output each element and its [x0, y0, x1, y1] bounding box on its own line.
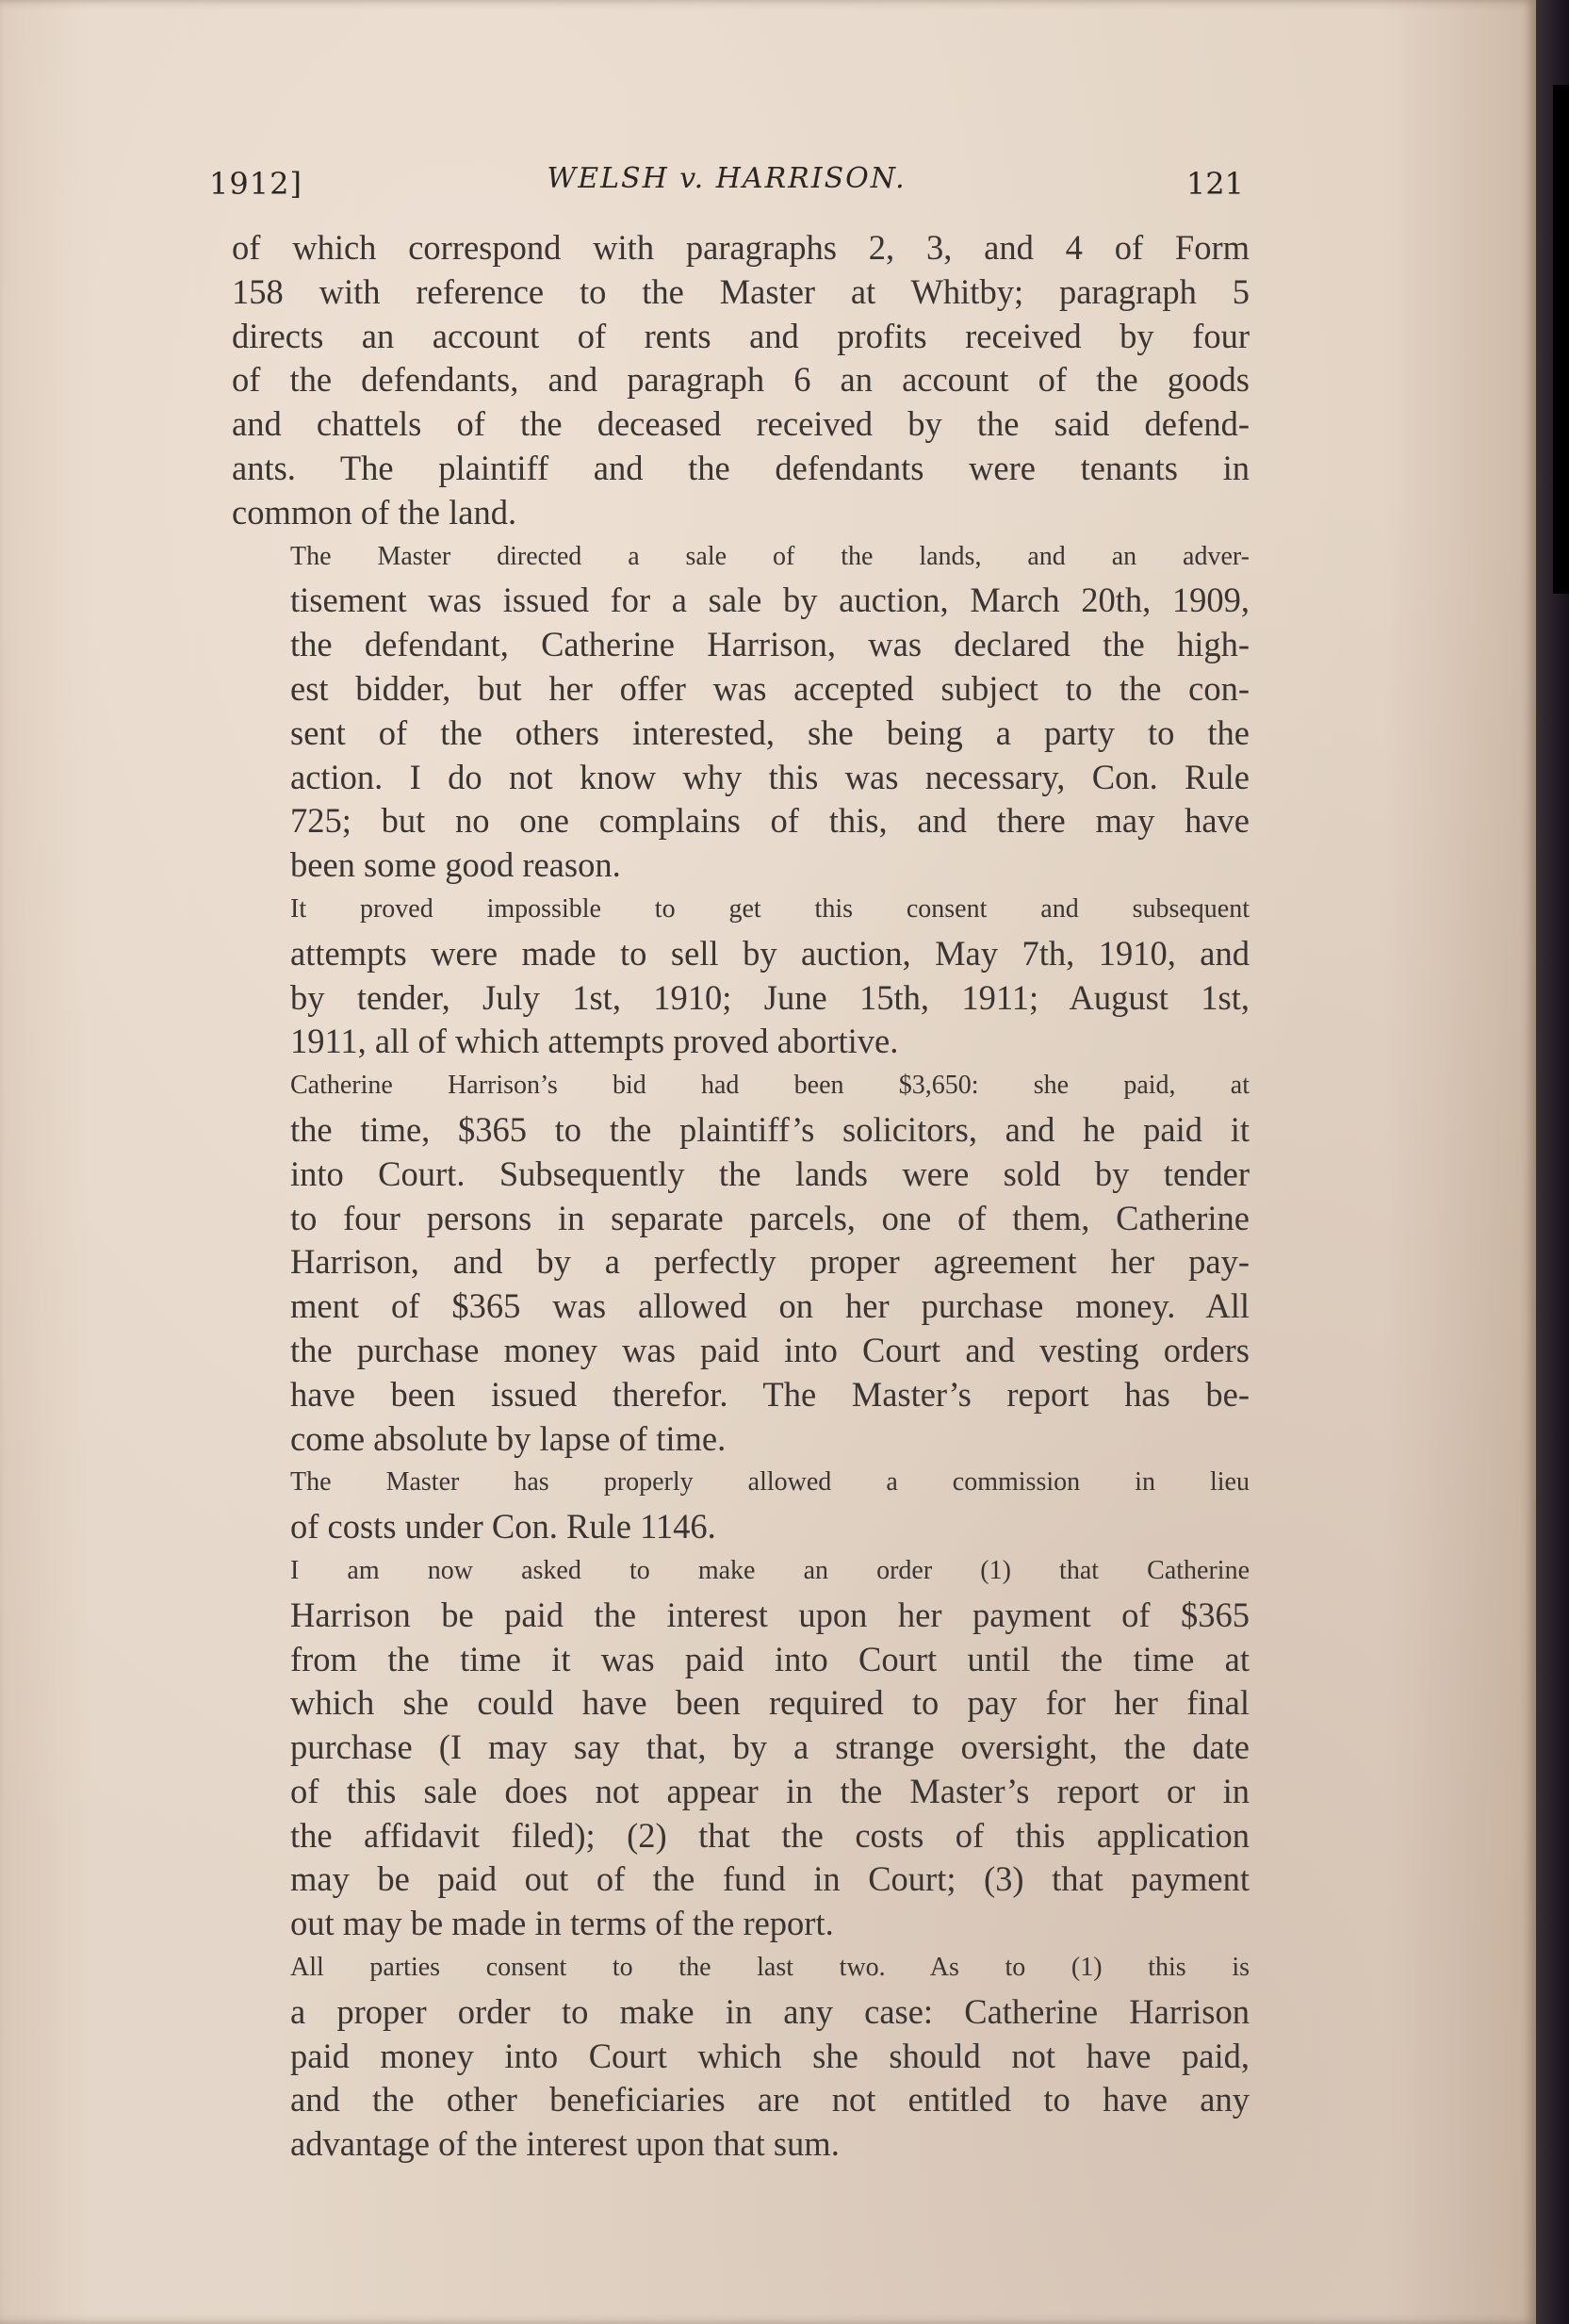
- text-line: from the time it was paid into Court until the time at: [290, 1639, 1250, 1678]
- text-line: and the other beneficiaries are not entitled to have any: [290, 2080, 1250, 2119]
- text-line: attempts were made to sell by auction, May 7th, 1910, and: [290, 933, 1250, 973]
- text-line: 158 with reference to the Master at Whitby; paragraph 5: [232, 271, 1250, 311]
- body-text: [232, 226, 1250, 2167]
- edge-shadow-band: [1553, 85, 1569, 594]
- running-header: [209, 160, 1244, 207]
- text-line: may be paid out of the fund in Court; (3) that payment: [290, 1859, 1250, 1899]
- text-line: ment of $365 was allowed on her purchase money. All: [290, 1286, 1250, 1326]
- text-line: of the defendants, and paragraph 6 an account of the goods: [232, 360, 1250, 400]
- text-line: I am now asked to make an order (1) that Catherine: [290, 1555, 1250, 1585]
- text-line: paid money into Court which she should not have paid,: [290, 2036, 1250, 2075]
- book-edge: [1536, 0, 1569, 2324]
- text-line: tisement was issued for a sale by auction, March 20th, 1909,: [290, 581, 1250, 620]
- paragraph: [232, 1461, 1250, 1549]
- text-line: the purchase money was paid into Court and vesting orders: [290, 1330, 1250, 1369]
- text-line: of this sale does not appear in the Master’s report or in: [290, 1771, 1250, 1810]
- text-line: sent of the others interested, she being a party to the: [290, 712, 1250, 752]
- text-line: into Court. Subsequently the lands were sold by tender: [290, 1154, 1250, 1193]
- text-line: 725; but no one complains of this, and there may have: [290, 801, 1250, 841]
- text-line: and chattels of the deceased received by the said defend-: [232, 404, 1250, 444]
- paragraph: [232, 1549, 1250, 1946]
- text-line: It proved impossible to get this consent and subsequent: [290, 893, 1250, 924]
- header-year: 1912]: [209, 166, 302, 202]
- text-line: action. I do not know why this was necessary, Con. Rule: [290, 757, 1250, 796]
- text-line: The Master directed a sale of the lands, and an adver-: [290, 541, 1250, 571]
- text-line: come absolute by lapse of time.: [290, 1418, 727, 1458]
- text-line: common of the land.: [232, 492, 517, 532]
- paragraph: [232, 888, 1250, 1064]
- text-line: of which correspond with paragraphs 2, 3, and 4 of Form: [232, 228, 1250, 267]
- text-line: the time, $365 to the plaintiff’s solicitors, and he paid it: [290, 1109, 1250, 1149]
- text-line: by tender, July 1st, 1910; June 15th, 1911; August 1st,: [290, 977, 1250, 1017]
- paragraph: [232, 535, 1250, 888]
- text-line: which she could have been required to pay for her final: [290, 1683, 1250, 1723]
- text-line: have been issued therefor. The Master’s report has be-: [290, 1374, 1250, 1414]
- text-line: All parties consent to the last two. As to (1) this is: [290, 1953, 1250, 1983]
- text-line: out may be made in terms of the report.: [290, 1904, 834, 1943]
- text-line: directs an account of rents and profits received by four: [232, 316, 1250, 355]
- text-line: the defendant, Catherine Harrison, was declared the high-: [290, 625, 1250, 664]
- text-line: to four persons in separate parcels, one of them, Catherine: [290, 1198, 1250, 1237]
- header-case-title: WELSH v. HARRISON.: [547, 162, 907, 195]
- text-line: purchase (I may say that, by a strange oversight, the date: [290, 1727, 1250, 1767]
- text-line: 1911, all of which attempts proved abortive.: [290, 1022, 899, 1061]
- paragraph: [232, 1946, 1250, 2167]
- text-line: advantage of the interest upon that sum.: [290, 2124, 840, 2164]
- paragraph: [232, 1064, 1250, 1461]
- text-line: Harrison, and by a perfectly proper agreement her pay-: [290, 1242, 1250, 1282]
- text-line: the affidavit filed); (2) that the costs of this application: [290, 1815, 1250, 1855]
- text-line: Catherine Harrison’s bid had been $3,650: she paid, at: [290, 1071, 1250, 1101]
- page-number: 121: [1185, 166, 1244, 202]
- text-line: a proper order to make in any case: Catherine Harrison: [290, 1991, 1250, 2031]
- paragraph: [232, 226, 1250, 535]
- text-line: been some good reason.: [290, 845, 621, 885]
- text-line: ants. The plaintiff and the defendants were tenants in: [232, 448, 1250, 487]
- text-line: est bidder, but her offer was accepted subject to the con-: [290, 668, 1250, 708]
- text-line: Harrison be paid the interest upon her payment of $365: [290, 1595, 1250, 1634]
- text-line: The Master has properly allowed a commission in lieu: [290, 1467, 1250, 1498]
- text-line: of costs under Con. Rule 1146.: [290, 1507, 716, 1547]
